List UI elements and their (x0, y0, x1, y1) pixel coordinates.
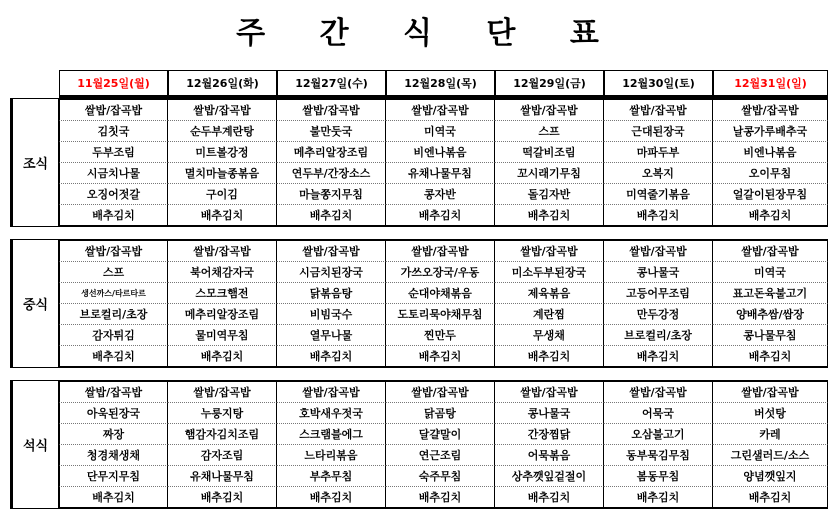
section-gap-cell (10, 368, 828, 380)
menu-item: 마파두부 (604, 142, 713, 163)
menu-item: 배추김치 (59, 487, 168, 509)
menu-item: 비엔나볶음 (713, 142, 828, 163)
menu-item: 시금치된장국 (277, 262, 386, 283)
menu-row (10, 424, 828, 445)
menu-item: 부추무침 (277, 466, 386, 487)
menu-item: 미역국 (713, 262, 828, 283)
menu-item: 유채나물무침 (168, 466, 277, 487)
section-gap (10, 227, 828, 239)
menu-row (10, 304, 828, 325)
menu-row (10, 380, 828, 403)
menu-item: 동부묵김무침 (604, 445, 713, 466)
menu-item: 쌀밥/잡곡밥 (495, 98, 604, 121)
menu-row (10, 445, 828, 466)
menu-item: 쌀밥/잡곡밥 (386, 239, 495, 262)
menu-item: 스프 (495, 121, 604, 142)
menu-item: 마늘쫑지무침 (277, 184, 386, 205)
menu-item: 브로컬리/초장 (59, 304, 168, 325)
date-header: 12월30일(토) (604, 70, 713, 98)
menu-item: 미트볼강정 (168, 142, 277, 163)
menu-item: 무생채 (495, 325, 604, 346)
menu-item: 콩나물무침 (713, 325, 828, 346)
menu-item: 제육볶음 (495, 283, 604, 304)
menu-row (10, 283, 828, 304)
menu-item: 고등어무조림 (604, 283, 713, 304)
menu-item: 배추김치 (59, 205, 168, 227)
menu-item: 느타리볶음 (277, 445, 386, 466)
section-gap-cell (10, 227, 828, 239)
menu-item: 쌀밥/잡곡밥 (604, 98, 713, 121)
menu-item: 달걀말이 (386, 424, 495, 445)
menu-item: 쌀밥/잡곡밥 (168, 380, 277, 403)
menu-item: 물미역무침 (168, 325, 277, 346)
menu-row (10, 487, 828, 509)
menu-item: 오복지 (604, 163, 713, 184)
menu-item: 시금치나물 (59, 163, 168, 184)
menu-item: 쌀밥/잡곡밥 (713, 380, 828, 403)
meal-label: 중식 (10, 239, 59, 368)
menu-item: 어묵볶음 (495, 445, 604, 466)
date-header: 12월27일(수) (277, 70, 386, 98)
menu-item: 배추김치 (386, 487, 495, 509)
menu-item: 얼갈이된장무침 (713, 184, 828, 205)
menu-item: 닭곰탕 (386, 403, 495, 424)
menu-item: 만두강정 (604, 304, 713, 325)
menu-item: 콩나물국 (604, 262, 713, 283)
date-header: 12월28일(목) (386, 70, 495, 98)
menu-item: 쌀밥/잡곡밥 (59, 239, 168, 262)
menu-item: 배추김치 (386, 346, 495, 368)
menu-item: 김칫국 (59, 121, 168, 142)
menu-item: 배추김치 (277, 346, 386, 368)
menu-item: 호박새우젓국 (277, 403, 386, 424)
menu-item: 생선까스/타르타르 (59, 283, 168, 304)
menu-item: 불만둣국 (277, 121, 386, 142)
menu-item: 감자튀김 (59, 325, 168, 346)
menu-item: 쌀밥/잡곡밥 (386, 98, 495, 121)
menu-item: 배추김치 (495, 346, 604, 368)
menu-item: 미소두부된장국 (495, 262, 604, 283)
menu-row (10, 403, 828, 424)
menu-item: 브로컬리/초장 (604, 325, 713, 346)
menu-item: 햄감자김치조림 (168, 424, 277, 445)
menu-item: 배추김치 (713, 205, 828, 227)
menu-row (10, 325, 828, 346)
menu-item: 돌김자반 (495, 184, 604, 205)
menu-item: 오징어젓갈 (59, 184, 168, 205)
menu-item: 쌀밥/잡곡밥 (604, 239, 713, 262)
menu-item: 꼬시래기무침 (495, 163, 604, 184)
menu-item: 양념깻잎지 (713, 466, 828, 487)
menu-item: 배추김치 (713, 346, 828, 368)
menu-item: 간장찜닭 (495, 424, 604, 445)
menu-item: 오삼불고기 (604, 424, 713, 445)
menu-item: 배추김치 (604, 487, 713, 509)
menu-item: 배추김치 (168, 205, 277, 227)
menu-item: 순두부계란탕 (168, 121, 277, 142)
menu-item: 순대야채볶음 (386, 283, 495, 304)
menu-item: 버섯탕 (713, 403, 828, 424)
menu-row (10, 239, 828, 262)
menu-row (10, 205, 828, 227)
menu-row (10, 98, 828, 121)
menu-row (10, 466, 828, 487)
page-title-text: 주 간 식 단 표 (236, 16, 621, 51)
menu-item: 콩자반 (386, 184, 495, 205)
menu-item: 청경채생채 (59, 445, 168, 466)
menu-item: 메추리알장조림 (277, 142, 386, 163)
menu-item: 배추김치 (59, 346, 168, 368)
menu-item: 쌀밥/잡곡밥 (604, 380, 713, 403)
date-header-row (10, 70, 828, 98)
menu-item: 구이김 (168, 184, 277, 205)
menu-item: 메추리알장조림 (168, 304, 277, 325)
menu-item: 쌀밥/잡곡밥 (59, 380, 168, 403)
weekly-menu-table (10, 70, 828, 509)
menu-item: 감자조림 (168, 445, 277, 466)
menu-item: 비빔국수 (277, 304, 386, 325)
menu-item: 스모크햄전 (168, 283, 277, 304)
menu-row (10, 262, 828, 283)
menu-item: 스프 (59, 262, 168, 283)
menu-item: 계란찜 (495, 304, 604, 325)
menu-row (10, 142, 828, 163)
menu-item: 배추김치 (604, 205, 713, 227)
menu-item: 쌀밥/잡곡밥 (277, 239, 386, 262)
menu-item: 누룽지탕 (168, 403, 277, 424)
menu-item: 미역국 (386, 121, 495, 142)
page-title (0, 8, 835, 52)
menu-item: 북어채감자국 (168, 262, 277, 283)
menu-item: 카레 (713, 424, 828, 445)
menu-item: 떡갈비조림 (495, 142, 604, 163)
menu-item: 오이무침 (713, 163, 828, 184)
menu-item: 그린샐러드/소스 (713, 445, 828, 466)
menu-item: 봄동무침 (604, 466, 713, 487)
menu-item: 찐만두 (386, 325, 495, 346)
menu-item: 유채나물무침 (386, 163, 495, 184)
menu-item: 상추깻잎겉절이 (495, 466, 604, 487)
menu-item: 비엔나볶음 (386, 142, 495, 163)
menu-item: 배추김치 (168, 487, 277, 509)
menu-item: 쌀밥/잡곡밥 (277, 98, 386, 121)
menu-row (10, 121, 828, 142)
menu-item: 미역줄기볶음 (604, 184, 713, 205)
menu-item: 단무지무침 (59, 466, 168, 487)
date-header: 11월25일(월) (59, 70, 168, 98)
menu-item: 배추김치 (495, 487, 604, 509)
menu-item: 양배추쌈/쌈장 (713, 304, 828, 325)
section-gap (10, 368, 828, 380)
menu-row (10, 184, 828, 205)
menu-item: 아욱된장국 (59, 403, 168, 424)
date-header: 12월26일(화) (168, 70, 277, 98)
menu-item: 배추김치 (277, 205, 386, 227)
menu-item: 배추김치 (168, 346, 277, 368)
menu-row (10, 163, 828, 184)
menu-item: 멸치마늘종볶음 (168, 163, 277, 184)
menu-item: 두부조림 (59, 142, 168, 163)
menu-item: 열무나물 (277, 325, 386, 346)
menu-item: 콩나물국 (495, 403, 604, 424)
meal-label: 조식 (10, 98, 59, 227)
menu-item: 날콩가루배추국 (713, 121, 828, 142)
menu-item: 쌀밥/잡곡밥 (713, 239, 828, 262)
menu-item: 배추김치 (713, 487, 828, 509)
date-header: 12월31일(일) (713, 70, 828, 98)
menu-item: 어묵국 (604, 403, 713, 424)
menu-item: 쌀밥/잡곡밥 (168, 98, 277, 121)
menu-item: 쌀밥/잡곡밥 (59, 98, 168, 121)
menu-item: 표고돈육불고기 (713, 283, 828, 304)
menu-item: 배추김치 (604, 346, 713, 368)
menu-item: 쌀밥/잡곡밥 (713, 98, 828, 121)
menu-item: 배추김치 (386, 205, 495, 227)
menu-item: 스크램블에그 (277, 424, 386, 445)
menu-item: 쌀밥/잡곡밥 (277, 380, 386, 403)
menu-item: 쌀밥/잡곡밥 (386, 380, 495, 403)
menu-item: 닭볶음탕 (277, 283, 386, 304)
menu-item: 근대된장국 (604, 121, 713, 142)
date-header: 12월29일(금) (495, 70, 604, 98)
header-corner (10, 70, 59, 98)
menu-item: 배추김치 (277, 487, 386, 509)
menu-item: 쌀밥/잡곡밥 (495, 239, 604, 262)
menu-item: 배추김치 (495, 205, 604, 227)
menu-item: 짜장 (59, 424, 168, 445)
menu-item: 연근조림 (386, 445, 495, 466)
menu-body (10, 98, 828, 509)
menu-item: 쌀밥/잡곡밥 (168, 239, 277, 262)
menu-item: 가쓰오장국/우동 (386, 262, 495, 283)
menu-item: 쌀밥/잡곡밥 (495, 380, 604, 403)
menu-item: 숙주무침 (386, 466, 495, 487)
menu-item: 연두부/간장소스 (277, 163, 386, 184)
meal-label: 석식 (10, 380, 59, 509)
menu-item: 도토리묵야채무침 (386, 304, 495, 325)
menu-row (10, 346, 828, 368)
